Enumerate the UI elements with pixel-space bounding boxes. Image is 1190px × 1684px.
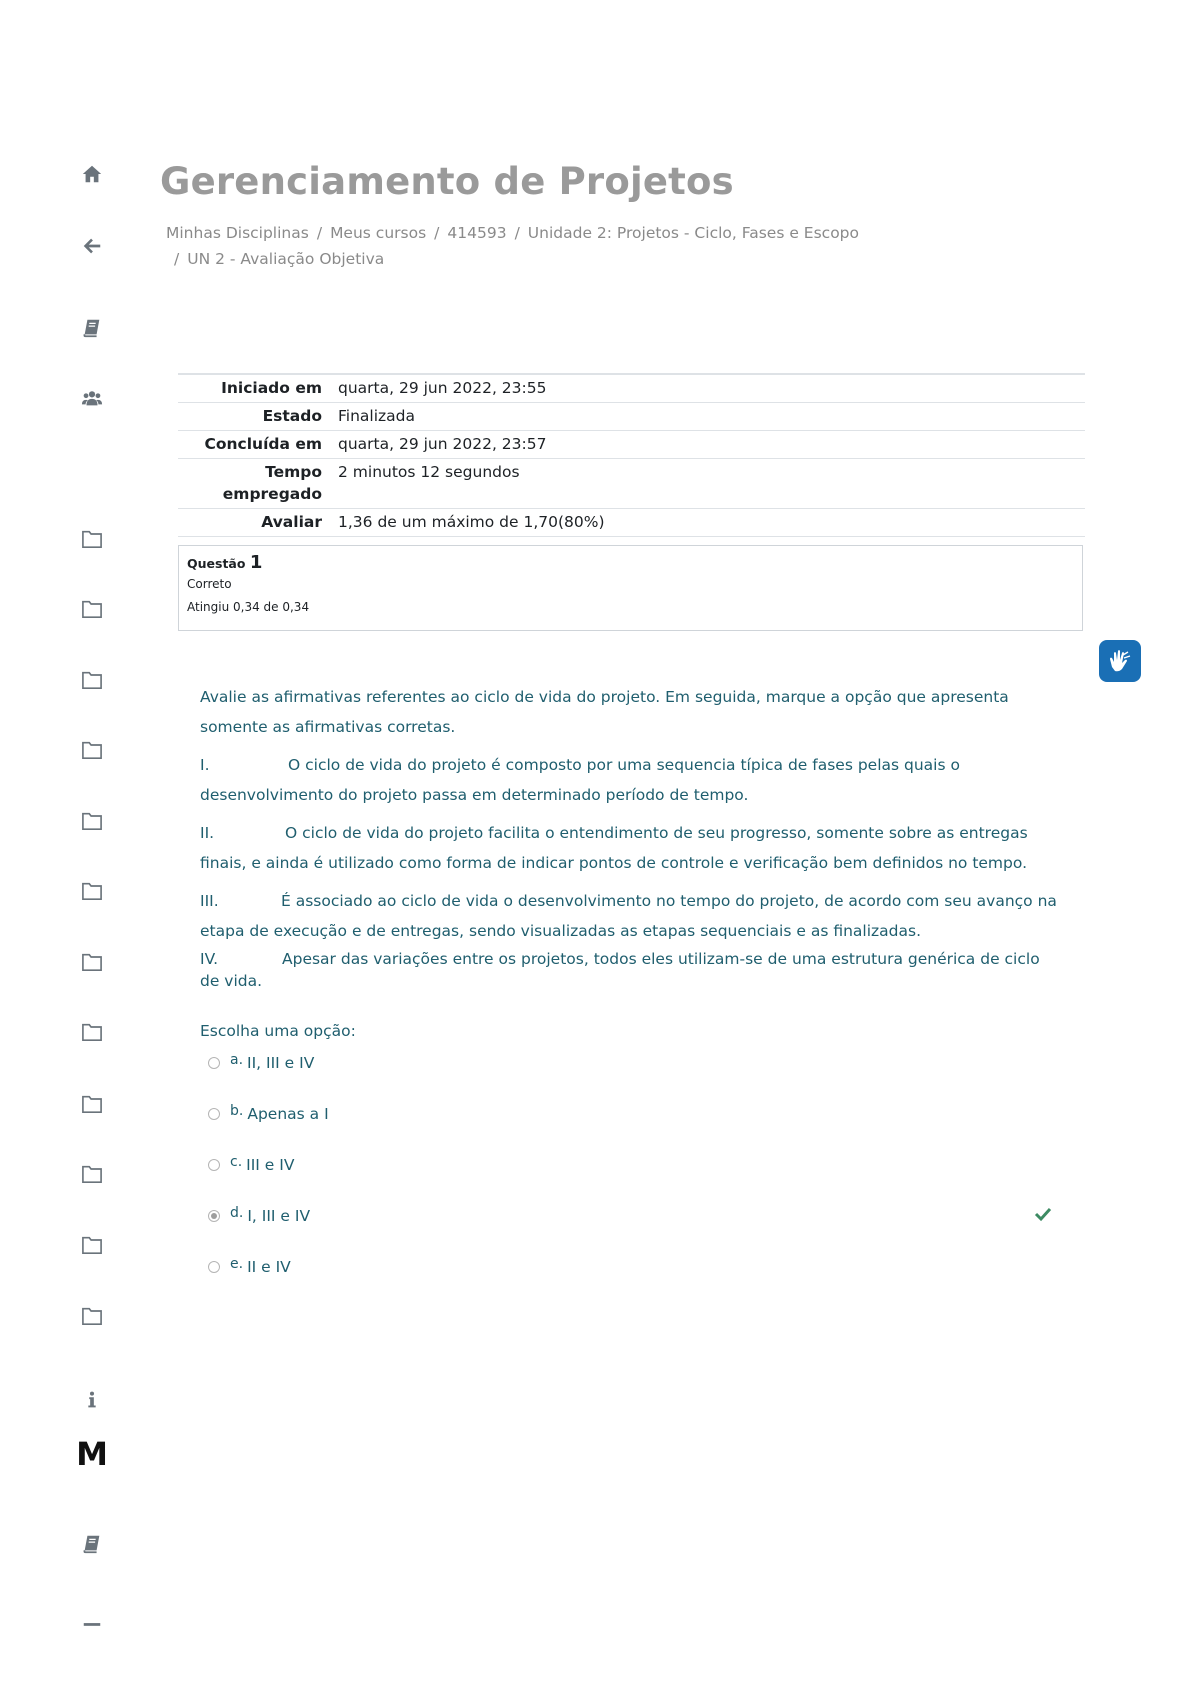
question-text (200, 682, 1060, 992)
radio-button[interactable] (208, 1057, 220, 1069)
statement-text: O ciclo de vida do projeto é composto por uma sequencia típica de fases pelas quais o desenvolvimento do projeto passa em determinado período de tempo. (200, 756, 960, 804)
folder-icon[interactable] (78, 1302, 106, 1330)
radio-button-selected[interactable] (208, 1210, 220, 1222)
folder-icon[interactable] (78, 1231, 106, 1259)
quiz-summary-table (178, 373, 1085, 537)
question-info (178, 545, 1083, 631)
question-intro: Avalie as afirmativas referentes ao ciclo de vida do projeto. Em seguida, marque a opção que apresenta somente as afirmativas corretas. (200, 688, 1009, 736)
statement (200, 948, 1060, 992)
radio-button[interactable] (208, 1108, 220, 1120)
folder-icon[interactable] (78, 1090, 106, 1118)
summary-row (178, 459, 1085, 509)
info-icon[interactable] (78, 1386, 106, 1414)
statement-text: O ciclo de vida do projeto facilita o entendimento de seu progresso, somente sobre as entregas finais, e ainda é utilizado como forma de indicar pontos de controle e verificação bem definidos no tempo. (200, 824, 1028, 872)
statement-text: É associado ao ciclo de vida o desenvolvimento no tempo do projeto, de acordo com seu avanço na etapa de execução e de entregas, sendo visualizadas as etapas sequenciais e as finalizadas. (200, 892, 1057, 940)
answer-letter: b. (230, 1103, 244, 1119)
answer-text: I, III e IV (247, 1207, 311, 1225)
answer-text: III e IV (246, 1156, 295, 1174)
breadcrumb-item[interactable]: 414593 (447, 224, 507, 242)
summary-row (178, 431, 1085, 459)
answer-text: II e IV (247, 1258, 291, 1276)
breadcrumb-item[interactable]: Meus cursos (330, 224, 427, 242)
answer-text: Apenas a I (247, 1105, 329, 1123)
summary-label: Tempo empregado (222, 463, 322, 503)
breadcrumb-separator: / (174, 250, 180, 268)
question-state: Correto (187, 577, 232, 591)
book-icon[interactable] (78, 314, 106, 342)
summary-label: Concluída em (204, 435, 322, 453)
summary-value: quarta, 29 jun 2022, 23:55 (338, 379, 547, 397)
breadcrumb-item[interactable]: Minhas Disciplinas (166, 224, 309, 242)
answer-option-e[interactable] (208, 1254, 291, 1280)
answer-option-c[interactable] (208, 1152, 294, 1178)
breadcrumb (166, 220, 886, 272)
m-logo-icon[interactable] (74, 1436, 110, 1472)
answer-option-a[interactable] (208, 1050, 314, 1076)
statement-number: III. (200, 892, 219, 910)
minus-icon[interactable] (78, 1610, 106, 1638)
summary-value: 2 minutos 12 segundos (338, 463, 520, 481)
answer-text: II, III e IV (247, 1054, 315, 1072)
summary-row (178, 509, 1085, 537)
radio-button[interactable] (208, 1159, 220, 1171)
folder-icon[interactable] (78, 736, 106, 764)
folder-icon[interactable] (78, 877, 106, 905)
breadcrumb-separator: / (514, 224, 520, 242)
summary-label: Avaliar (261, 513, 322, 531)
users-icon[interactable] (78, 384, 106, 412)
folder-icon[interactable] (78, 595, 106, 623)
statement-number: II. (200, 824, 215, 842)
question-number (187, 552, 1074, 573)
page-title: Gerenciamento de Projetos (160, 160, 734, 203)
summary-label: Estado (262, 407, 322, 425)
folder-icon[interactable] (78, 1160, 106, 1188)
statement (200, 750, 1060, 810)
book-icon[interactable] (78, 1530, 106, 1558)
breadcrumb-item[interactable]: UN 2 - Avaliação Objetiva (187, 250, 385, 268)
statement-text: Apesar das variações entre os projetos, todos eles utilizam-se de uma estrutura genérica de ciclo de vida. (200, 950, 1040, 990)
question-grade: Atingiu 0,34 de 0,34 (187, 600, 310, 614)
answer-letter: e. (230, 1256, 244, 1272)
home-icon[interactable] (78, 160, 106, 188)
sidebar (0, 0, 150, 1684)
summary-row (178, 403, 1085, 431)
statement (200, 818, 1060, 878)
statement-number: I. (200, 756, 210, 774)
answer-letter: c. (230, 1154, 243, 1170)
arrow-left-icon[interactable] (78, 232, 106, 260)
breadcrumb-separator: / (316, 224, 323, 242)
answer-letter: d. (230, 1205, 244, 1221)
choose-option-prompt: Escolha uma opção: (200, 1022, 356, 1040)
statement (200, 886, 1060, 946)
breadcrumb-separator: / (434, 224, 440, 242)
answer-letter: a. (230, 1052, 244, 1068)
answer-option-b[interactable] (208, 1101, 329, 1127)
vlibras-button[interactable] (1099, 640, 1141, 682)
summary-value: quarta, 29 jun 2022, 23:57 (338, 435, 547, 453)
question-number-value: 1 (249, 552, 263, 573)
breadcrumb-item[interactable]: Unidade 2: Projetos - Ciclo, Fases e Escopo (527, 224, 859, 242)
folder-icon[interactable] (78, 525, 106, 553)
summary-value: 1,36 de um máximo de 1,70(80%) (338, 513, 605, 531)
m-logo-text: M (76, 1435, 108, 1473)
summary-label: Iniciado em (221, 379, 322, 397)
statement-number: IV. (200, 950, 219, 968)
vlibras-hands-icon (1106, 647, 1134, 675)
check-icon (1034, 1205, 1052, 1223)
summary-value: Finalizada (338, 407, 416, 425)
folder-icon[interactable] (78, 948, 106, 976)
folder-icon[interactable] (78, 666, 106, 694)
question-label: Questão (187, 556, 246, 571)
folder-icon[interactable] (78, 807, 106, 835)
answer-option-d[interactable] (208, 1203, 310, 1229)
radio-button[interactable] (208, 1261, 220, 1273)
folder-icon[interactable] (78, 1018, 106, 1046)
summary-row (178, 374, 1085, 403)
